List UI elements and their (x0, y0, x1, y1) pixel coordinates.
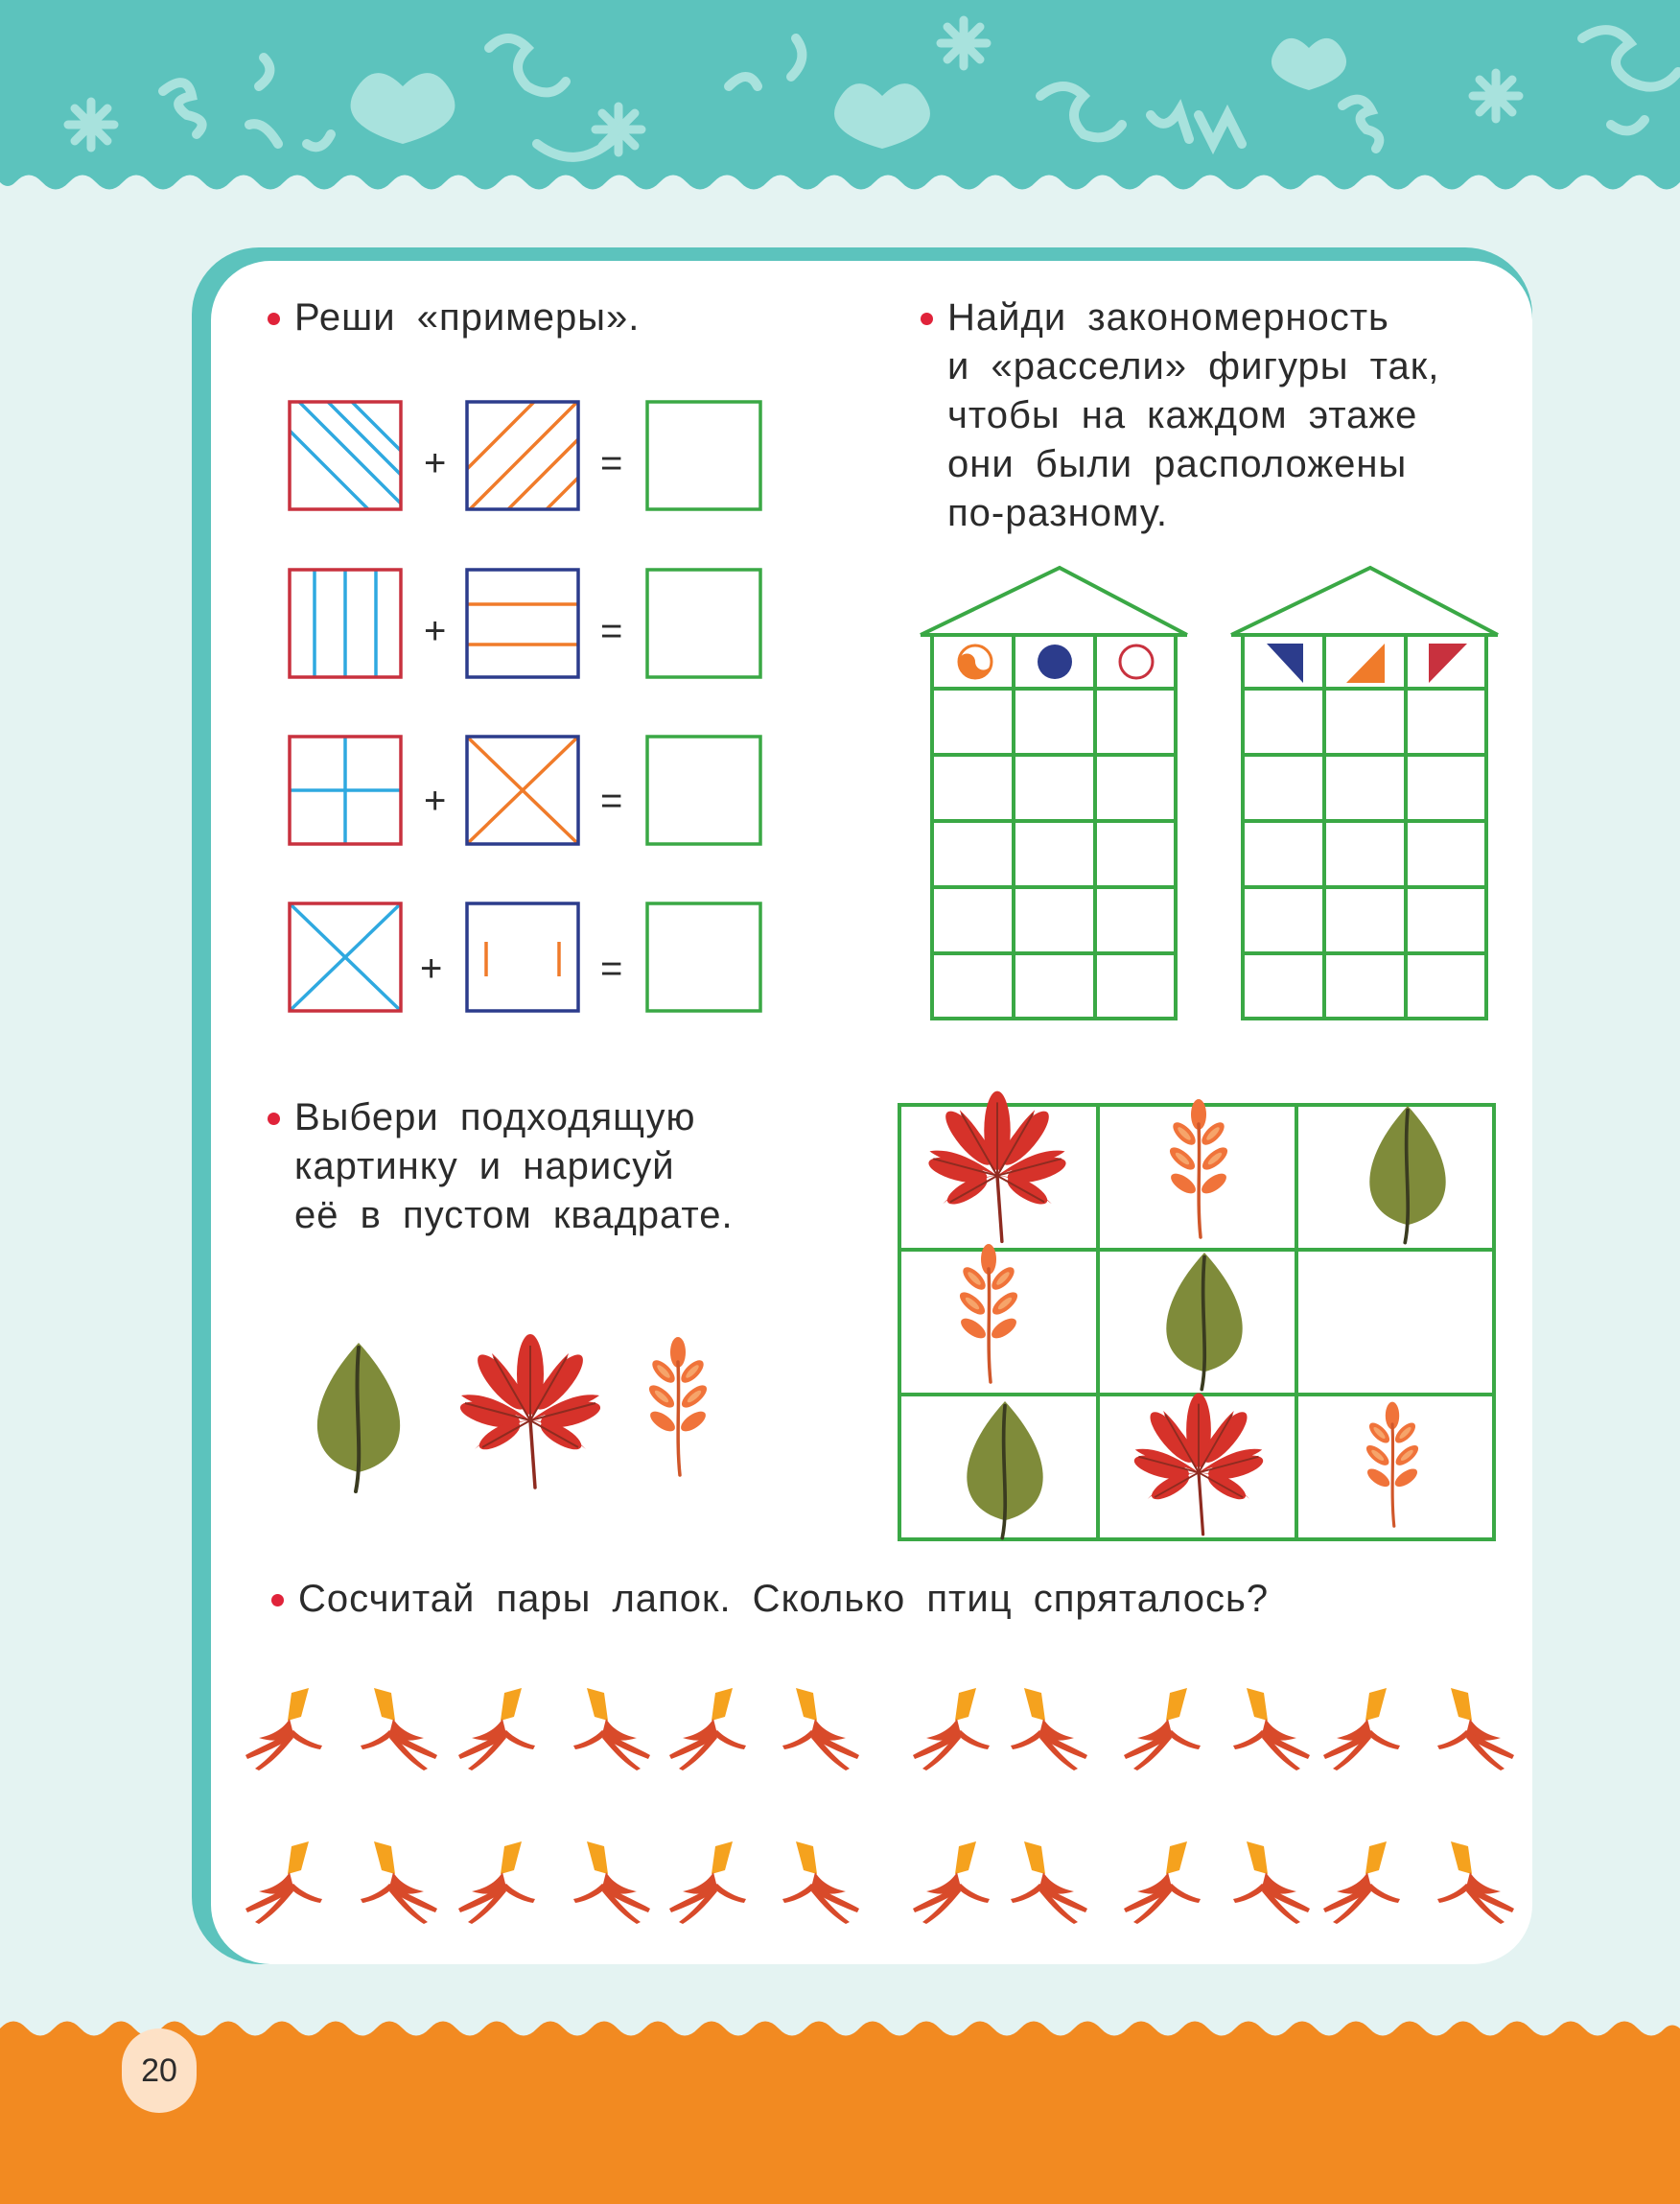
bird-foot-icon (458, 1841, 535, 1924)
bird-foot-icon (573, 1688, 650, 1770)
bird-foot-icon (1233, 1688, 1310, 1770)
task-line: и «рассели» фигуры так, (947, 345, 1440, 387)
equals-sign: = (600, 780, 623, 822)
task-line: по-разному. (947, 492, 1169, 534)
bird-foot-icon (361, 1841, 437, 1924)
bird-foot-icon (669, 1688, 746, 1770)
equals-sign: = (600, 610, 623, 652)
bird-foot-icon (245, 1688, 322, 1770)
bird-foot-icon (782, 1688, 859, 1770)
bird-foot-icon (1011, 1841, 1087, 1924)
plus-sign: + (424, 780, 447, 822)
task-line: Реши «примеры». (294, 296, 641, 339)
equals-sign: = (600, 442, 623, 484)
plus-sign: + (424, 442, 447, 484)
task-line: Выбери подходящую (294, 1096, 696, 1138)
plus-sign: + (424, 610, 447, 652)
bird-foot-icon (361, 1688, 437, 1770)
bird-foot-icon (458, 1688, 535, 1770)
task-line: чтобы на каждом этаже (947, 394, 1418, 436)
bird-foot-icon (573, 1841, 650, 1924)
bird-foot-icon (913, 1841, 990, 1924)
task-line: картинку и нарисуй (294, 1145, 675, 1187)
plus-sign: + (420, 948, 443, 990)
task-line: они были расположены (947, 443, 1408, 485)
task-line: её в пустом квадрате. (294, 1194, 734, 1236)
bird-foot-icon (1233, 1841, 1310, 1924)
bird-foot-icon (1323, 1688, 1400, 1770)
bird-foot-icon (782, 1841, 859, 1924)
equals-sign: = (600, 948, 623, 990)
bird-foot-icon (245, 1841, 322, 1924)
bird-foot-icon (1124, 1841, 1201, 1924)
bird-foot-icon (1323, 1841, 1400, 1924)
bird-feet-row-1 (245, 1688, 1514, 1770)
bird-foot-icon (1011, 1688, 1087, 1770)
task-line: Сосчитай пары лапок. Сколько птиц спряталось? (298, 1578, 1270, 1620)
bird-foot-icon (913, 1688, 990, 1770)
bird-foot-icon (1124, 1688, 1201, 1770)
bird-feet-row-2 (245, 1841, 1514, 1924)
bird-foot-icon (1437, 1688, 1514, 1770)
task-line: Найди закономерность (947, 296, 1389, 339)
bird-foot-icon (669, 1841, 746, 1924)
page-number: 20 (122, 2028, 197, 2113)
bird-foot-icon (1437, 1841, 1514, 1924)
